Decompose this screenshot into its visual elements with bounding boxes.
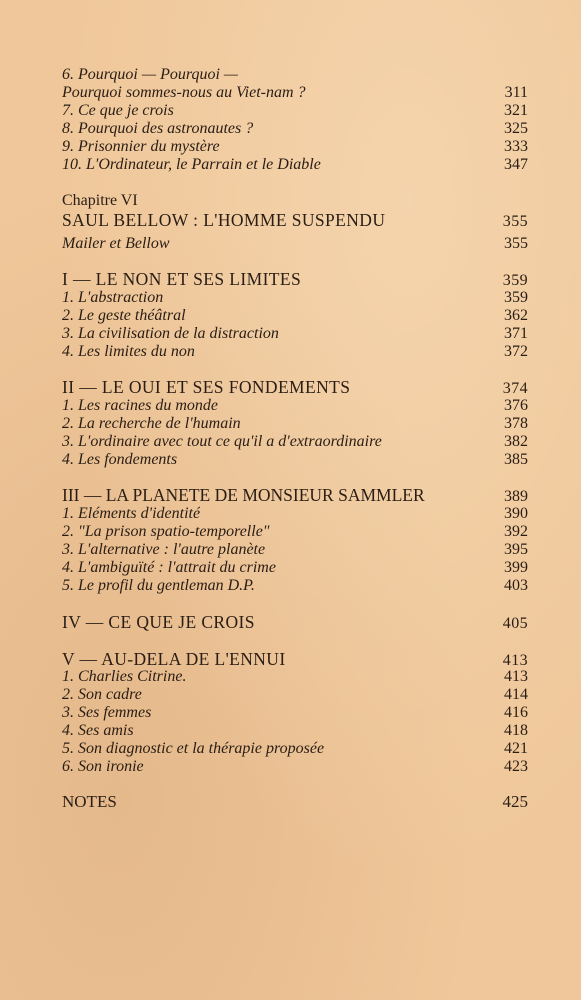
section-heading-text: IV — CE QUE JE CROIS [62,613,255,631]
toc-entry-title: 4. Les limites du non [62,343,195,360]
toc-entry-page: 403 [504,577,528,594]
toc-entry [62,289,528,307]
toc-entry [62,704,528,722]
toc-entry-title: 4. Ses amis [62,722,134,739]
toc-entry-title: 5. Le profil du gentleman D.P. [62,577,255,594]
toc-entry-title: Pourquoi sommes-nous au Viet-nam ? [62,84,306,101]
toc-entry [62,235,528,253]
toc-entry-page: 355 [504,235,528,252]
toc-entry [62,668,528,686]
section-heading-text: V — AU-DELA DE L'ENNUI [62,650,286,668]
toc-entry-title: 3. La civilisation de la distraction [62,325,279,342]
toc-entry-title: 2. Son cadre [62,686,142,703]
toc-entry [62,120,528,138]
toc-entry-title: 6. Pourquoi — Pourquoi — [62,66,239,83]
toc-entry-page: 371 [504,325,528,342]
section-heading [62,650,528,670]
toc-entry [62,523,528,541]
chapter-label-text: Chapitre VI [62,192,138,209]
toc-entry-title: 1. Charlies Citrine. [62,668,187,685]
toc-entry-page: 399 [504,559,528,576]
section-heading-text: I — LE NON ET SES LIMITES [62,270,302,288]
toc-entry-title: 1. L'abstraction [62,289,164,306]
toc-entry [62,559,528,577]
toc-entry [62,138,528,156]
toc-entry-page: 325 [504,120,528,137]
toc-entry-page: 382 [504,433,528,450]
toc-entry-page: 395 [504,541,528,558]
toc-entry-page: 390 [504,505,528,522]
toc-entry-title: 10. L'Ordinateur, le Parrain et le Diable [62,156,321,173]
toc-entry-title: 5. Son diagnostic et la thérapie proposée [62,740,325,757]
toc-entry-title: 4. L'ambiguïté : l'attrait du crime [62,559,276,576]
toc-entry-page: 421 [504,740,528,757]
section-heading [62,378,528,398]
toc-entry-title: Mailer et Bellow [62,235,170,252]
notes-entry-page: 425 [502,792,528,811]
toc-entry [62,686,528,704]
toc-entry [62,156,528,174]
toc-entry [62,451,528,469]
toc-entry-title: 4. Les fondements [62,451,178,468]
notes-entry-title: NOTES [62,793,117,811]
toc-entry-title: 6. Son ironie [62,758,144,775]
toc-entry [62,84,528,102]
chapter-title-text: SAUL BELLOW : L'HOMME SUSPENDU [62,211,386,229]
toc-entry-page: 311 [504,84,528,101]
toc-entry-page: 413 [504,668,528,685]
toc-entry-page: 359 [504,289,528,306]
toc-entry [62,433,528,451]
toc-entry-title: 2. La recherche de l'humain [62,415,241,432]
toc-entry [62,758,528,776]
toc-entry-title: 9. Prisonnier du mystère [62,138,220,155]
toc-entry-title: 2. Le geste théâtral [62,307,186,324]
notes-entry [62,793,528,811]
toc-entry-title: 3. L'alternative : l'autre planète [62,541,266,558]
toc-entry-title: 7. Ce que je crois [62,102,174,119]
toc-entry [62,325,528,343]
section-heading-page: 405 [502,615,528,632]
toc-entry-title: 3. L'ordinaire avec tout ce qu'il a d'extraordinaire [62,433,382,450]
toc-entry [62,102,528,120]
toc-entry [62,397,528,415]
toc-entry-title: 8. Pourquoi des astronautes ? [62,120,254,137]
toc-entry [62,740,528,758]
section-heading [62,270,528,290]
toc-entry-title: 3. Ses femmes [62,704,152,721]
toc-entry [62,505,528,523]
toc-entry-page: 347 [504,156,528,173]
section-heading-page: 374 [502,380,528,397]
toc-entry-page: 414 [504,686,528,703]
toc-entry-page: 362 [504,307,528,324]
toc-entry [62,343,528,361]
toc-entry-page: 378 [504,415,528,432]
chapter-title [62,211,528,231]
toc-entry-page: 333 [504,138,528,155]
toc-entry-title: 1. Eléments d'identité [62,505,201,522]
section-heading-page: 389 [504,488,528,505]
toc-entry [62,541,528,559]
toc-entry [62,66,528,84]
chapter-title-page: 355 [502,213,528,230]
toc-entry-page: 392 [504,523,528,540]
section-heading-page: 413 [502,652,528,669]
toc-entry [62,722,528,740]
toc-entry-title: 1. Les racines du monde [62,397,218,414]
section-heading-text: III — LA PLANETE DE MONSIEUR SAMMLER [62,486,425,504]
toc-entry [62,415,528,433]
section-heading [62,613,528,633]
section-heading [62,486,528,506]
toc-entry-page: 423 [504,758,528,775]
section-heading-page: 359 [502,272,528,289]
toc-entry-page: 321 [504,102,528,119]
toc-entry [62,577,528,595]
toc-entry-page: 418 [504,722,528,739]
section-heading-text: II — LE OUI ET SES FONDEMENTS [62,378,351,396]
toc-entry-page: 385 [504,451,528,468]
toc-entry-title: 2. "La prison spatio-temporelle" [62,523,270,540]
toc-entry-page: 376 [504,397,528,414]
toc-entry-page: 372 [504,343,528,360]
chapter-label [62,192,528,210]
toc-entry [62,307,528,325]
toc-entry-page: 416 [504,704,528,721]
